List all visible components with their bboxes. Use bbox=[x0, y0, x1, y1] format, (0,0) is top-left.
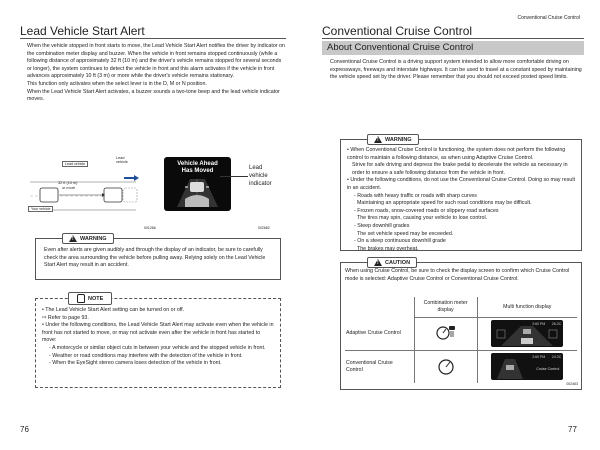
note-header bbox=[68, 292, 112, 305]
meter-display bbox=[164, 157, 231, 211]
caution-label: CAUTION bbox=[385, 259, 411, 266]
section-title: About Conventional Cruise Control bbox=[327, 42, 474, 53]
running-header: Conventional Cruise Control bbox=[517, 15, 580, 21]
right-warning-label: WARNING bbox=[385, 136, 412, 143]
right-intro: Conventional Cruise Control is a driving support system intended to allow more comfortable driving on expressways, freeways and interstate highways. It can be used to travel at a constant speed by maintaining the vehicle speed set by the driver. Please remember that you should not exceed posted speed limits. bbox=[330, 59, 582, 81]
lead-vehicle-shape bbox=[104, 188, 122, 202]
warning-sub-3: - Steep downhill grades bbox=[354, 222, 410, 229]
road-diagram bbox=[26, 150, 164, 232]
gap-label: Lead vehicle bbox=[62, 161, 88, 167]
right-title-rule bbox=[322, 38, 584, 39]
note-box bbox=[35, 295, 281, 388]
callout-line-1: Lead bbox=[249, 165, 263, 171]
lead-vehicle-diagram bbox=[26, 150, 164, 232]
lead-vehicle-indicator-icon bbox=[170, 177, 225, 209]
warning-sub-4: - On a steep continuous downhill grade bbox=[354, 238, 446, 245]
own-vehicle-label: Your vehicle bbox=[28, 206, 53, 212]
intro-lever-text: This function only activates when the select lever is in the D, M or N position. bbox=[27, 80, 207, 87]
callout-label bbox=[249, 164, 272, 188]
display-line-2: Has Moved bbox=[181, 168, 214, 174]
mode-table bbox=[345, 297, 577, 383]
mfd-temp-2: 24.0C bbox=[551, 355, 562, 360]
right-page-title: Conventional Cruise Control bbox=[322, 24, 473, 38]
callout-line-2: vehicle bbox=[249, 173, 268, 179]
mfd-small-road-graphic bbox=[495, 359, 525, 379]
intro-buzzer-text: When the Lead Vehicle Start Alert activates, a buzzer sounds a two-tone beep and the lead vehicle indicator moves. bbox=[27, 88, 280, 103]
note-icon bbox=[77, 294, 85, 303]
warning-bullet-1: • When Conventional Cruise Control is functioning, the system does not perform the following control to maintain a following distance, as when using Adaptive Cruise Control. bbox=[347, 147, 566, 161]
left-intro bbox=[27, 43, 285, 104]
left-page-number: 76 bbox=[20, 425, 29, 434]
note-sub-2: - Weather or road conditions may interfere with the detection of the vehicle in front. bbox=[49, 352, 243, 359]
warning-bullet-1b: Strive for safe driving and depress the brake pedal to decelerate the vehicle as necessary in order to ensure a safe following distance from the vehicle in front. bbox=[352, 162, 568, 176]
col-multi-function: Multi function display bbox=[477, 297, 577, 317]
callout-line bbox=[220, 176, 248, 177]
conventional-cruise-icon bbox=[436, 357, 456, 375]
left-page-title: Lead Vehicle Start Alert bbox=[20, 24, 145, 38]
note-sub-3: - When the EyeSight stereo camera loses detection of the vehicle in front. bbox=[49, 360, 222, 367]
caution-header bbox=[367, 257, 417, 268]
note-ref[interactable]: ⇨ Refer to page 93. bbox=[42, 314, 89, 321]
left-title-rule bbox=[20, 38, 286, 39]
warning-bullet-2: • Under the following conditions, do not use the Conventional Cruise Control. Doing so may result in an accident. bbox=[347, 177, 575, 191]
warning-sub-2b: The tires may spin, causing your vehicle to lose control. bbox=[357, 215, 488, 222]
col-combination-meter: Combination meter display bbox=[414, 297, 477, 317]
intro-text: When the vehicle stopped in front starts to move, the Lead Vehicle Start Alert notifies the driver by indicator on the combination meter display and buzzer. When the vehicle in front remains stopped continuously (while a following distance of approximately 32 ft (10 m) and the driver's vehicle remains stopped for several seconds or longer), the system continues to detect the vehicle in front and this alarm activates if the vehicle in front advances approximately 10 ft (3 m) or more while the driver's vehicle remains stationary. bbox=[27, 43, 285, 80]
table-code: 002463 bbox=[566, 382, 578, 386]
mfd-time-1: 2:60 PM bbox=[532, 322, 546, 326]
figure-code-right: 002682 bbox=[258, 226, 270, 230]
own-vehicle-shape bbox=[40, 188, 58, 202]
callout-line-3: indicator bbox=[249, 181, 272, 187]
right-warning-header bbox=[367, 134, 419, 145]
note-item-1: • The Lead Vehicle Start Alert setting can be turned on or off. bbox=[42, 307, 185, 313]
left-warning-header bbox=[62, 233, 114, 244]
left-warning-text: Even after alerts are given audibly and through the display of an indicator, be sure to carefully check the area surrounding the vehicle before pulling away. Relying solely on the Lead Vehicle Start Alert may result in an accident. bbox=[44, 247, 266, 269]
mfd-road-graphic bbox=[495, 326, 559, 346]
figure-code-left: 001266 bbox=[144, 226, 156, 230]
mfd-cruise-label: Cruise Control bbox=[536, 367, 560, 372]
warning-sub-3b: The set vehicle speed may be exceeded. bbox=[357, 230, 454, 237]
warning-sub-1b: Maintaining an appropriate speed for such road conditions may be difficult. bbox=[357, 200, 532, 207]
warning-sub-2: - Frozen roads, snow-covered roads or slippery road surfaces bbox=[354, 207, 499, 214]
left-warning-label: WARNING bbox=[80, 235, 107, 242]
mfd-time-2: 2:60 PM bbox=[532, 355, 546, 360]
mfd-screen-adaptive bbox=[491, 320, 563, 347]
moved-vehicle-shape bbox=[123, 188, 137, 202]
caution-text: When using Cruise Control, be sure to check the display screen to confirm which Cruise Control mode is selected: Adaptive Cruise Control or Conventional Cruise Control. bbox=[345, 268, 570, 282]
adaptive-cruise-icon bbox=[435, 323, 457, 341]
lead-label: Lead vehicle bbox=[116, 156, 128, 164]
left-warning-box bbox=[35, 235, 281, 280]
distance-label-2: or more bbox=[62, 186, 76, 190]
right-warning-box bbox=[340, 136, 582, 252]
warning-triangle-icon: ! bbox=[69, 235, 77, 242]
caution-box bbox=[340, 259, 582, 390]
mfd-temp-1: 26.0C bbox=[551, 322, 562, 326]
mfd-screen-conventional bbox=[491, 353, 563, 380]
right-warning-content bbox=[347, 147, 577, 253]
row-adaptive: Adaptive Cruise Control bbox=[345, 317, 414, 350]
warning-sub-4b: The brakes may overheat. bbox=[357, 245, 419, 252]
row-conventional: Conventional Cruise Control bbox=[346, 360, 393, 373]
distance-label: 32 ft (10 m) bbox=[58, 181, 78, 185]
warning-triangle-icon: ! bbox=[374, 136, 382, 143]
warning-sub-1: - Roads with heavy traffic or roads with sharp curves bbox=[354, 192, 477, 199]
note-sub-1: - A motorcycle or similar object cuts in between your vehicle and the stopped vehicle in front. bbox=[49, 344, 266, 351]
note-content bbox=[42, 307, 276, 368]
note-item-2: • Under the following conditions, the Lead Vehicle Start Alert may activate even when the vehicle in front has not started to move, or may not activate even after the vehicle in front has started to move: bbox=[42, 322, 274, 344]
section-title-bar bbox=[322, 41, 584, 55]
caution-triangle-icon: ! bbox=[374, 259, 382, 266]
note-label: NOTE bbox=[88, 295, 104, 302]
display-line-1: Vehicle Ahead bbox=[177, 161, 218, 167]
right-page-number: 77 bbox=[568, 425, 577, 434]
